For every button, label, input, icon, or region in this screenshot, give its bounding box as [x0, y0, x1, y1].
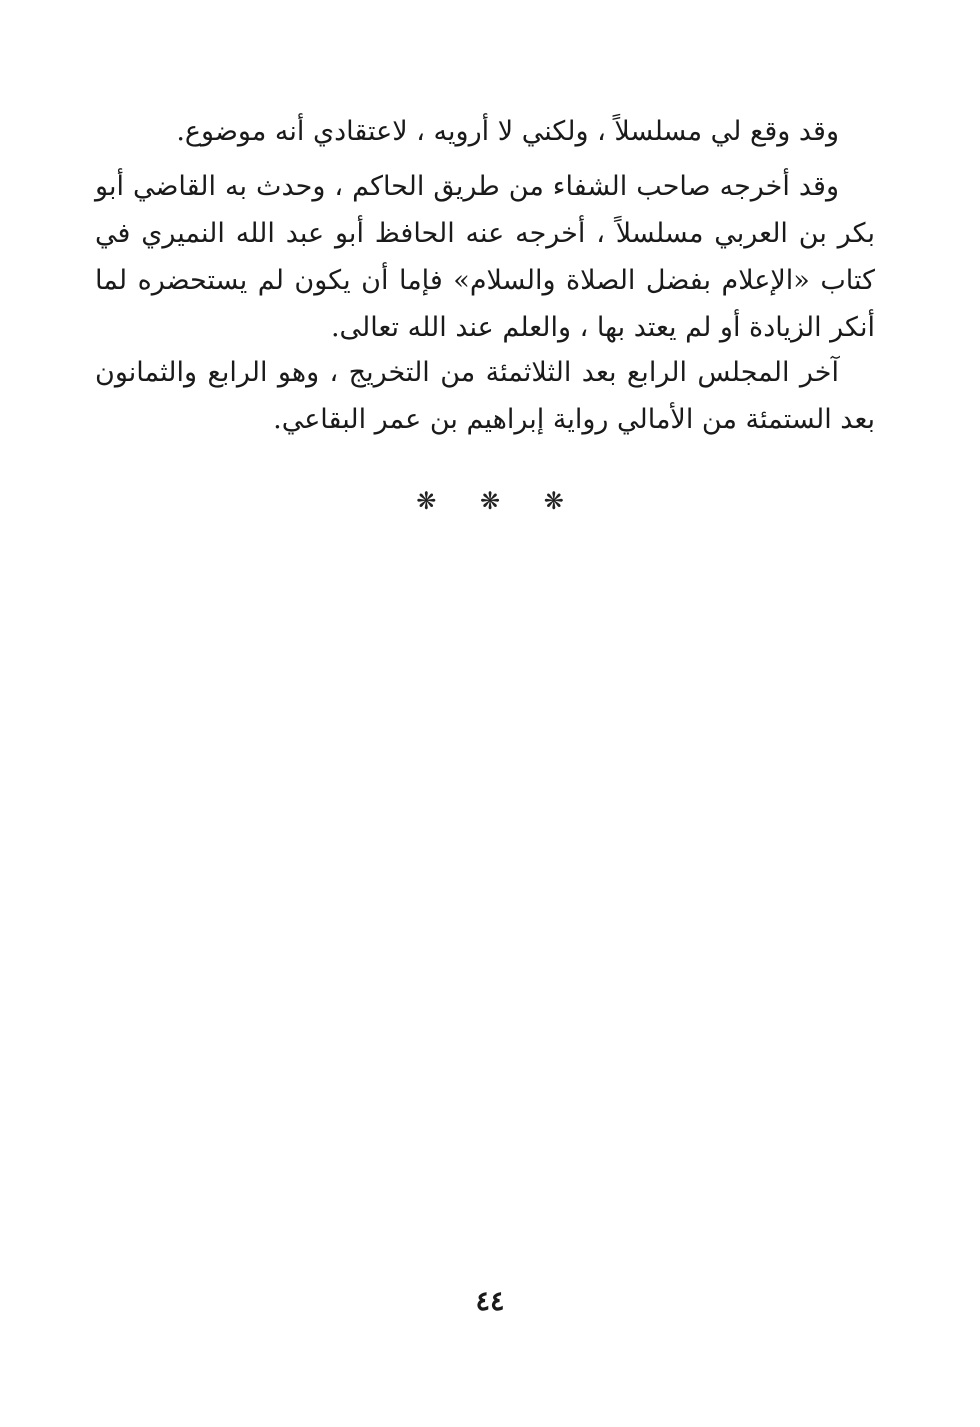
- asterism-icon: ❋: [416, 487, 437, 515]
- asterism-icon: ❋: [543, 487, 564, 515]
- asterism-icon: ❋: [479, 487, 501, 515]
- paragraph-2: وقد أخرجه صاحب الشفاء من طريق الحاكم ، وحدث به القاضي أبو بكر بن العربي مسلسلاً ، أخرجه عنه الحافظ أبو عبد الله النميري في كتاب «الإعلام بفضل الصلاة والسلام» فإما أن يكون لم يستحضره لما أنكر الزيادة أو لم يعتد بها ، والعلم عند الله تعالى.: [95, 171, 875, 343]
- page-number: ٤٤: [475, 1286, 505, 1317]
- paragraph-1: وقد وقع لي مسلسلاً ، ولكني لا أرويه ، لاعتقادي أنه موضوع.: [176, 116, 839, 147]
- section-separator: [0, 487, 980, 515]
- paragraph-3: آخر المجلس الرابع بعد الثلاثمئة من التخريج ، وهو الرابع والثمانون بعد الستمئة من الأمالي رواية إبراهيم بن عمر البقاعي.: [95, 357, 875, 435]
